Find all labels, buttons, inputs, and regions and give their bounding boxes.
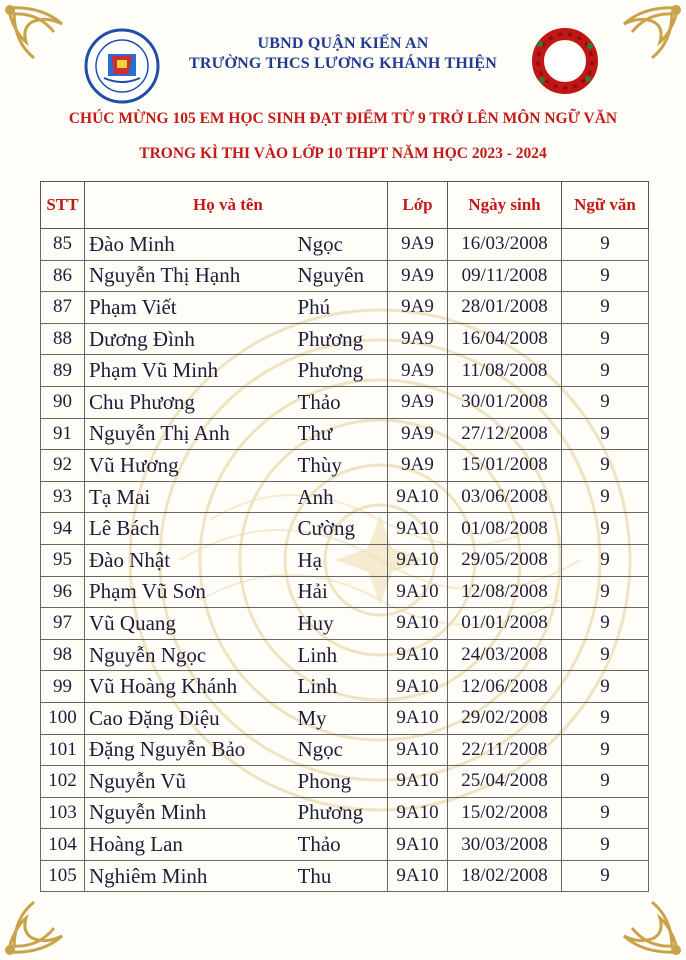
cell-surname: Phạm Vũ Minh (85, 355, 294, 387)
cell-class: 9A9 (388, 450, 448, 482)
district-heading: UBND QUẬN KIẾN AN (257, 35, 429, 52)
cell-score: 9 (562, 355, 649, 387)
cell-birthdate: 11/08/2008 (448, 355, 562, 387)
table-body (41, 229, 649, 892)
cell-class: 9A9 (388, 260, 448, 292)
cell-given-name: Linh (294, 639, 388, 671)
table-row (41, 671, 649, 703)
table-row (41, 576, 649, 608)
table-row (41, 481, 649, 513)
table-row (41, 766, 649, 798)
cell-surname: Phạm Vũ Sơn (85, 576, 294, 608)
table-row (41, 829, 649, 861)
cell-given-name: Nguyên (294, 260, 388, 292)
cell-score: 9 (562, 544, 649, 576)
header-name-spacer (294, 182, 388, 229)
cell-birthdate: 12/08/2008 (448, 576, 562, 608)
cell-birthdate: 16/04/2008 (448, 323, 562, 355)
header-dob: Ngày sinh (448, 182, 562, 229)
cell-class: 9A10 (388, 829, 448, 861)
cell-given-name: Hạ (294, 544, 388, 576)
cell-given-name: Huy (294, 608, 388, 640)
cell-stt: 92 (41, 450, 85, 482)
cell-surname: Vũ Quang (85, 608, 294, 640)
cell-stt: 91 (41, 418, 85, 450)
table-row (41, 797, 649, 829)
cell-surname: Vũ Hương (85, 450, 294, 482)
cell-score: 9 (562, 513, 649, 545)
cell-stt: 104 (41, 829, 85, 861)
cell-given-name: Hải (294, 576, 388, 608)
cell-birthdate: 03/06/2008 (448, 481, 562, 513)
cell-given-name: Thùy (294, 450, 388, 482)
cell-score: 9 (562, 860, 649, 892)
cell-class: 9A10 (388, 608, 448, 640)
table-row (41, 292, 649, 324)
cell-surname: Phạm Viết (85, 292, 294, 324)
header-class: Lớp (388, 182, 448, 229)
cell-stt: 86 (41, 260, 85, 292)
cell-birthdate: 29/05/2008 (448, 544, 562, 576)
cell-stt: 101 (41, 734, 85, 766)
cell-birthdate: 30/01/2008 (448, 386, 562, 418)
cell-class: 9A10 (388, 544, 448, 576)
table-row (41, 544, 649, 576)
cell-class: 9A10 (388, 702, 448, 734)
header-name: Họ và tên (85, 182, 294, 229)
cell-class: 9A10 (388, 481, 448, 513)
cell-given-name: Ngọc (294, 734, 388, 766)
table-row (41, 639, 649, 671)
cell-score: 9 (562, 608, 649, 640)
cell-surname: Hoàng Lan (85, 829, 294, 861)
table-row (41, 386, 649, 418)
cell-class: 9A10 (388, 513, 448, 545)
cell-class: 9A10 (388, 860, 448, 892)
cell-stt: 93 (41, 481, 85, 513)
student-table (40, 181, 649, 892)
cell-class: 9A10 (388, 639, 448, 671)
congratulation-title: CHÚC MỪNG 105 EM HỌC SINH ĐẠT ĐIỂM TỪ 9 TRỞ LÊN MÔN NGỮ VĂN (68, 110, 618, 127)
cell-stt: 96 (41, 576, 85, 608)
cell-class: 9A9 (388, 418, 448, 450)
cell-birthdate: 16/03/2008 (448, 229, 562, 261)
cell-stt: 88 (41, 323, 85, 355)
cell-class: 9A10 (388, 671, 448, 703)
cell-birthdate: 09/11/2008 (448, 260, 562, 292)
table-row (41, 260, 649, 292)
cell-score: 9 (562, 766, 649, 798)
table-row (41, 229, 649, 261)
exam-subtitle: TRONG KÌ THI VÀO LỚP 10 THPT NĂM HỌC 2023 - 2024 (139, 145, 547, 162)
table-row (41, 734, 649, 766)
cell-given-name: Thảo (294, 386, 388, 418)
cell-given-name: Linh (294, 671, 388, 703)
cell-stt: 87 (41, 292, 85, 324)
cell-given-name: Phong (294, 766, 388, 798)
cell-stt: 99 (41, 671, 85, 703)
cell-surname: Nguyễn Ngọc (85, 639, 294, 671)
cell-given-name: Thảo (294, 829, 388, 861)
table-row (41, 323, 649, 355)
cell-surname: Đào Minh (85, 229, 294, 261)
cell-surname: Nguyễn Vũ (85, 766, 294, 798)
cell-birthdate: 28/01/2008 (448, 292, 562, 324)
cell-stt: 97 (41, 608, 85, 640)
cell-surname: Nguyễn Minh (85, 797, 294, 829)
cell-given-name: Phương (294, 355, 388, 387)
cell-given-name: Cường (294, 513, 388, 545)
cell-given-name: Ngọc (294, 229, 388, 261)
header-stt: STT (41, 182, 85, 229)
cell-surname: Nguyễn Thị Hạnh (85, 260, 294, 292)
cell-stt: 100 (41, 702, 85, 734)
cell-birthdate: 01/01/2008 (448, 608, 562, 640)
cell-score: 9 (562, 671, 649, 703)
cell-score: 9 (562, 481, 649, 513)
cell-surname: Vũ Hoàng Khánh (85, 671, 294, 703)
cell-surname: Nguyễn Thị Anh (85, 418, 294, 450)
cell-score: 9 (562, 450, 649, 482)
cell-class: 9A10 (388, 766, 448, 798)
cell-score: 9 (562, 418, 649, 450)
cell-given-name: Thu (294, 860, 388, 892)
cell-surname: Dương Đình (85, 323, 294, 355)
header-score: Ngữ văn (562, 182, 649, 229)
cell-score: 9 (562, 229, 649, 261)
cell-class: 9A10 (388, 734, 448, 766)
cell-stt: 85 (41, 229, 85, 261)
table-row (41, 450, 649, 482)
cell-stt: 98 (41, 639, 85, 671)
cell-class: 9A10 (388, 576, 448, 608)
cell-birthdate: 22/11/2008 (448, 734, 562, 766)
cell-surname: Đào Nhật (85, 544, 294, 576)
cell-given-name: Phương (294, 797, 388, 829)
table-row (41, 355, 649, 387)
cell-birthdate: 27/12/2008 (448, 418, 562, 450)
cell-given-name: Phú (294, 292, 388, 324)
cell-surname: Cao Đặng Diệu (85, 702, 294, 734)
cell-surname: Nghiêm Minh (85, 860, 294, 892)
table-row (41, 513, 649, 545)
cell-score: 9 (562, 829, 649, 861)
cell-class: 9A10 (388, 797, 448, 829)
cell-score: 9 (562, 323, 649, 355)
cell-class: 9A9 (388, 323, 448, 355)
cell-score: 9 (562, 576, 649, 608)
cell-given-name: Phương (294, 323, 388, 355)
cell-stt: 105 (41, 860, 85, 892)
table-row (41, 608, 649, 640)
cell-given-name: Anh (294, 481, 388, 513)
cell-stt: 103 (41, 797, 85, 829)
cell-surname: Tạ Mai (85, 481, 294, 513)
cell-given-name: My (294, 702, 388, 734)
cell-class: 9A9 (388, 229, 448, 261)
cell-surname: Chu Phương (85, 386, 294, 418)
cell-birthdate: 18/02/2008 (448, 860, 562, 892)
cell-given-name: Thư (294, 418, 388, 450)
table-header-row (41, 182, 649, 229)
cell-class: 9A9 (388, 292, 448, 324)
school-heading: TRƯỜNG THCS LƯƠNG KHÁNH THIỆN (188, 55, 498, 72)
cell-birthdate: 15/02/2008 (448, 797, 562, 829)
cell-stt: 90 (41, 386, 85, 418)
table-row (41, 418, 649, 450)
cell-stt: 95 (41, 544, 85, 576)
cell-birthdate: 25/04/2008 (448, 766, 562, 798)
cell-birthdate: 12/06/2008 (448, 671, 562, 703)
cell-score: 9 (562, 386, 649, 418)
cell-class: 9A9 (388, 355, 448, 387)
table-row (41, 860, 649, 892)
cell-score: 9 (562, 734, 649, 766)
cell-score: 9 (562, 639, 649, 671)
cell-class: 9A9 (388, 386, 448, 418)
cell-birthdate: 29/02/2008 (448, 702, 562, 734)
cell-score: 9 (562, 702, 649, 734)
table-row (41, 702, 649, 734)
cell-birthdate: 01/08/2008 (448, 513, 562, 545)
cell-surname: Lê Bách (85, 513, 294, 545)
cell-stt: 94 (41, 513, 85, 545)
cell-birthdate: 15/01/2008 (448, 450, 562, 482)
cell-surname: Đặng Nguyễn Bảo (85, 734, 294, 766)
cell-score: 9 (562, 797, 649, 829)
cell-score: 9 (562, 260, 649, 292)
cell-birthdate: 24/03/2008 (448, 639, 562, 671)
cell-birthdate: 30/03/2008 (448, 829, 562, 861)
cell-stt: 89 (41, 355, 85, 387)
cell-score: 9 (562, 292, 649, 324)
cell-stt: 102 (41, 766, 85, 798)
